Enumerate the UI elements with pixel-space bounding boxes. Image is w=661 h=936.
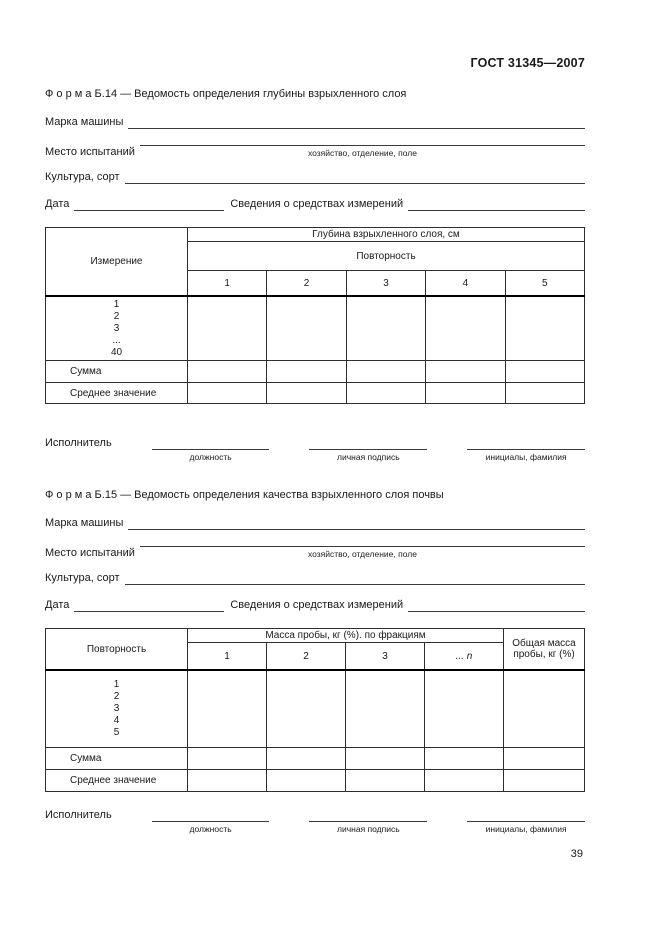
repetition-num: 1 xyxy=(113,679,120,690)
date-blank-line xyxy=(74,599,224,612)
table-cell-empty xyxy=(267,296,346,361)
field-date-b15 xyxy=(45,599,585,612)
culture-blank-line xyxy=(125,171,586,184)
executor-block-b14 xyxy=(45,438,585,463)
fraction-col-n: ... n xyxy=(425,643,504,671)
page-number: 39 xyxy=(570,848,583,860)
table-cell-empty xyxy=(188,770,267,792)
average-row xyxy=(46,383,585,404)
table-cell-empty xyxy=(267,770,346,792)
table-cell-empty xyxy=(267,361,346,383)
rep-col-1: 1 xyxy=(188,271,267,297)
repetitions-row xyxy=(46,670,585,748)
place-label: Место испытаний xyxy=(45,146,135,158)
signature-blank-line xyxy=(309,438,427,450)
repetition-numbers xyxy=(46,670,188,748)
field-date-b14 xyxy=(45,198,585,211)
culture-label: Культура, сорт xyxy=(45,572,120,584)
measuring-label: Сведения о средствах измерений xyxy=(230,198,404,210)
machine-blank-line xyxy=(128,116,585,129)
sum-label: Сумма xyxy=(46,748,188,770)
machine-blank-line xyxy=(128,517,585,530)
place-label: Место испытаний xyxy=(45,547,135,559)
measure-num: 1 xyxy=(113,298,120,310)
signature-blank-line xyxy=(152,438,270,450)
signature-blank-line xyxy=(467,810,585,822)
mass-header: Масса пробы, кг (%). по фракциям xyxy=(188,629,504,643)
field-place-b15 xyxy=(45,546,585,560)
table-cell-empty xyxy=(346,670,425,748)
table-cell-empty xyxy=(346,383,425,404)
measure-num: 3 xyxy=(113,322,120,334)
place-blank-line xyxy=(140,145,585,146)
signature-caption: должность xyxy=(189,452,232,462)
table-cell-empty xyxy=(188,748,267,770)
rep-col-5: 5 xyxy=(505,271,584,297)
signature-caption: инициалы, фамилия xyxy=(485,824,567,834)
signature-caption: личная подпись xyxy=(337,824,400,834)
repetition-num: 5 xyxy=(113,727,120,738)
field-place-b14 xyxy=(45,145,585,159)
date-label: Дата xyxy=(45,198,70,210)
table-cell-empty xyxy=(188,383,267,404)
signature-blank-line xyxy=(309,810,427,822)
signature-personal xyxy=(309,810,427,835)
table-cell-empty xyxy=(504,748,585,770)
sum-label: Сумма xyxy=(46,361,188,383)
standard-number: ГОСТ 31345—2007 xyxy=(470,56,585,70)
table-cell-empty xyxy=(267,383,346,404)
table-cell-empty xyxy=(425,748,504,770)
fraction-col-1: 1 xyxy=(188,643,267,671)
fraction-col-2: 2 xyxy=(267,643,346,671)
machine-label: Марка машины xyxy=(45,517,124,529)
rep-col-2: 2 xyxy=(267,271,346,297)
table-cell-empty xyxy=(425,670,504,748)
culture-label: Культура, сорт xyxy=(45,171,120,183)
total-mass-header: Общая масса пробы, кг (%) xyxy=(504,629,585,671)
avg-label: Среднее значение xyxy=(46,770,188,792)
table-cell-empty xyxy=(346,361,425,383)
place-line-wrap xyxy=(140,145,585,159)
executor-label: Исполнитель xyxy=(45,809,112,821)
rep-col-3: 3 xyxy=(346,271,425,297)
measuring-blank-line xyxy=(408,599,585,612)
fraction-col-3: 3 xyxy=(346,643,425,671)
culture-blank-line xyxy=(125,572,586,585)
signature-position xyxy=(152,810,270,835)
depth-table xyxy=(45,227,585,404)
sum-row xyxy=(46,361,585,383)
table-cell-empty xyxy=(505,361,584,383)
place-line-wrap xyxy=(140,546,585,560)
table-cell-empty xyxy=(267,748,346,770)
place-blank-line xyxy=(140,546,585,547)
table-cell-empty xyxy=(188,670,267,748)
table-cell-empty xyxy=(188,361,267,383)
executor-block-b15 xyxy=(45,810,585,835)
signature-position xyxy=(152,438,270,463)
measuring-label: Сведения о средствах измерений xyxy=(230,599,404,611)
date-label: Дата xyxy=(45,599,70,611)
signature-name xyxy=(467,810,585,835)
signature-blank-line xyxy=(152,810,270,822)
field-machine-b14 xyxy=(45,116,585,129)
table-cell-empty xyxy=(505,383,584,404)
measure-num: 40 xyxy=(110,346,123,358)
field-machine-b15 xyxy=(45,517,585,530)
measuring-blank-line xyxy=(408,198,585,211)
place-caption: хозяйство, отделение, поле xyxy=(307,549,417,559)
measure-num: ... xyxy=(112,334,121,346)
signature-personal xyxy=(309,438,427,463)
table-cell-empty xyxy=(505,296,584,361)
table-cell-empty xyxy=(426,361,505,383)
average-row xyxy=(46,770,585,792)
signature-name xyxy=(467,438,585,463)
mass-table xyxy=(45,628,585,792)
field-culture-b14 xyxy=(45,171,585,184)
signature-caption: личная подпись xyxy=(337,452,400,462)
table-cell-empty xyxy=(346,748,425,770)
rep-col-4: 4 xyxy=(426,271,505,297)
repetition-num: 2 xyxy=(113,691,120,702)
table-cell-empty xyxy=(504,670,585,748)
date-blank-line xyxy=(74,198,224,211)
form-b15-title: Ф о р м а Б.15 — Ведомость определения качества взрыхленного слоя почвы xyxy=(45,489,444,501)
form-b14-title: Ф о р м а Б.14 — Ведомость определения глубины взрыхленного слоя xyxy=(45,88,407,100)
table-cell-empty xyxy=(504,770,585,792)
table-cell-empty xyxy=(188,296,267,361)
measure-col-header: Измерение xyxy=(46,228,188,297)
table-cell-empty xyxy=(426,296,505,361)
sum-row xyxy=(46,748,585,770)
table-cell-empty xyxy=(346,296,425,361)
measurement-numbers xyxy=(46,296,188,361)
measurements-row xyxy=(46,296,585,361)
signature-caption: должность xyxy=(189,824,232,834)
repeat-header: Повторность xyxy=(188,242,585,271)
field-culture-b15 xyxy=(45,572,585,585)
table-cell-empty xyxy=(346,770,425,792)
avg-label: Среднее значение xyxy=(46,383,188,404)
executor-label: Исполнитель xyxy=(45,437,112,449)
signature-caption: инициалы, фамилия xyxy=(485,452,567,462)
measure-num: 2 xyxy=(113,310,120,322)
machine-label: Марка машины xyxy=(45,116,124,128)
repeat-col-header: Повторность xyxy=(46,629,188,671)
repetition-num: 4 xyxy=(113,715,120,726)
depth-header: Глубина взрыхленного слоя, см xyxy=(188,228,585,242)
place-caption: хозяйство, отделение, поле xyxy=(307,148,417,158)
repetition-num: 3 xyxy=(113,703,120,714)
signature-blank-line xyxy=(467,438,585,450)
table-cell-empty xyxy=(267,670,346,748)
table-cell-empty xyxy=(425,770,504,792)
table-cell-empty xyxy=(426,383,505,404)
